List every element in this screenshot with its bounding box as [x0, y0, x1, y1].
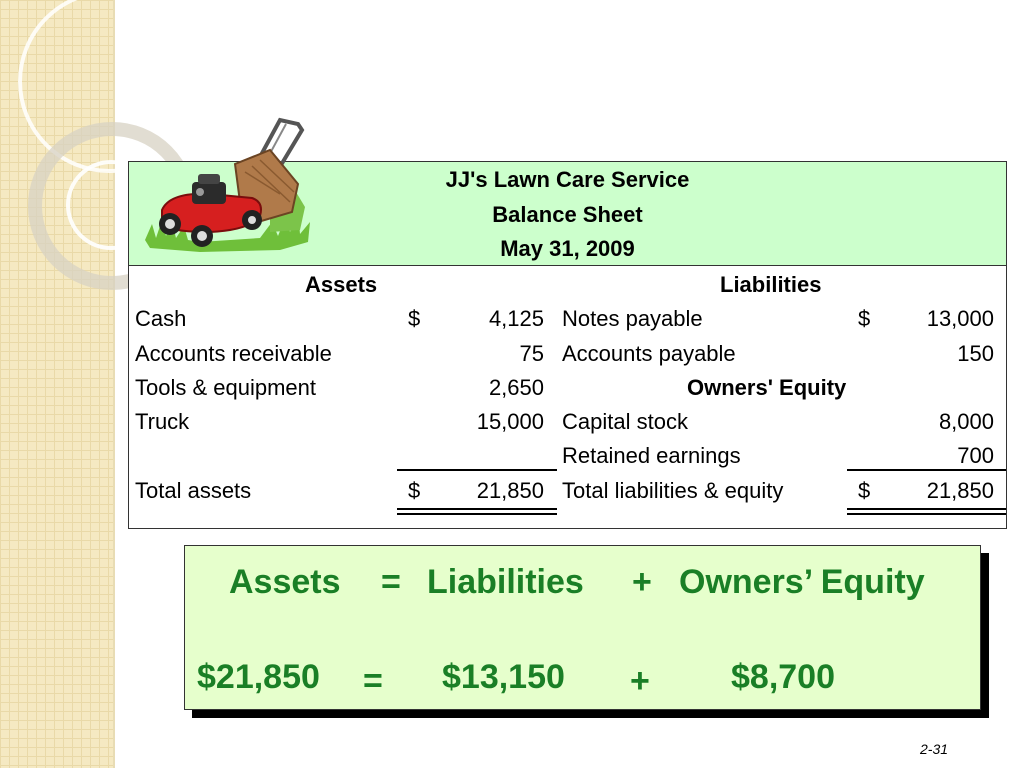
equity-value: 700 [957, 443, 994, 468]
report-title: Balance Sheet [492, 202, 643, 227]
accounting-equation-box [184, 545, 981, 710]
company-name: JJ's Lawn Care Service [445, 167, 690, 192]
liability-label: Notes payable [562, 306, 703, 331]
lawn-mower-icon [140, 112, 315, 262]
total-assets-value: 21,850 [476, 478, 544, 503]
equity-label: Capital stock [562, 409, 688, 434]
double-rule [847, 508, 1006, 510]
double-rule [397, 508, 557, 510]
dollar-sign: $ [408, 306, 421, 331]
asset-label: Truck [135, 409, 190, 434]
asset-value: 2,650 [488, 375, 544, 400]
equation-liabilities-value: $13,150 [442, 658, 565, 696]
subtotal-rule [397, 469, 557, 471]
liabilities-heading: Liabilities [720, 272, 822, 297]
dollar-sign: $ [858, 478, 871, 503]
equation-equals: = [363, 662, 383, 700]
asset-label: Tools & equipment [135, 375, 316, 400]
asset-label: Accounts receivable [135, 341, 332, 366]
assets-heading: Assets [305, 272, 378, 297]
asset-value: 15,000 [476, 409, 544, 434]
equation-equity-value: $8,700 [731, 658, 835, 696]
total-liabilities-equity-label: Total liabilities & equity [562, 478, 784, 503]
asset-value: 4,125 [488, 306, 544, 331]
equation-assets-value: $21,850 [197, 658, 320, 696]
owners-equity-heading: Owners' Equity [687, 375, 847, 400]
equity-label: Retained earnings [562, 443, 741, 468]
equation-equals: = [381, 563, 401, 601]
double-rule [397, 513, 557, 515]
liability-value: 150 [957, 341, 994, 366]
double-rule [847, 513, 1006, 515]
equation-plus: + [632, 563, 652, 601]
liability-value: 13,000 [926, 306, 994, 331]
report-date: May 31, 2009 [500, 236, 635, 261]
asset-label: Cash [135, 306, 187, 331]
dollar-sign: $ [858, 306, 871, 331]
subtotal-rule [847, 469, 1006, 471]
asset-value: 75 [519, 341, 544, 366]
total-assets-label: Total assets [135, 478, 252, 503]
equation-assets: Assets [229, 563, 341, 601]
liability-label: Accounts payable [562, 341, 736, 366]
equation-plus: + [630, 662, 650, 700]
equity-value: 8,000 [938, 409, 994, 434]
page-number: 2-31 [920, 741, 949, 757]
equation-liabilities: Liabilities [427, 563, 584, 601]
equation-owners-equity: Owners’ Equity [679, 563, 925, 601]
total-liabilities-equity-value: 21,850 [926, 478, 994, 503]
dollar-sign: $ [408, 478, 421, 503]
